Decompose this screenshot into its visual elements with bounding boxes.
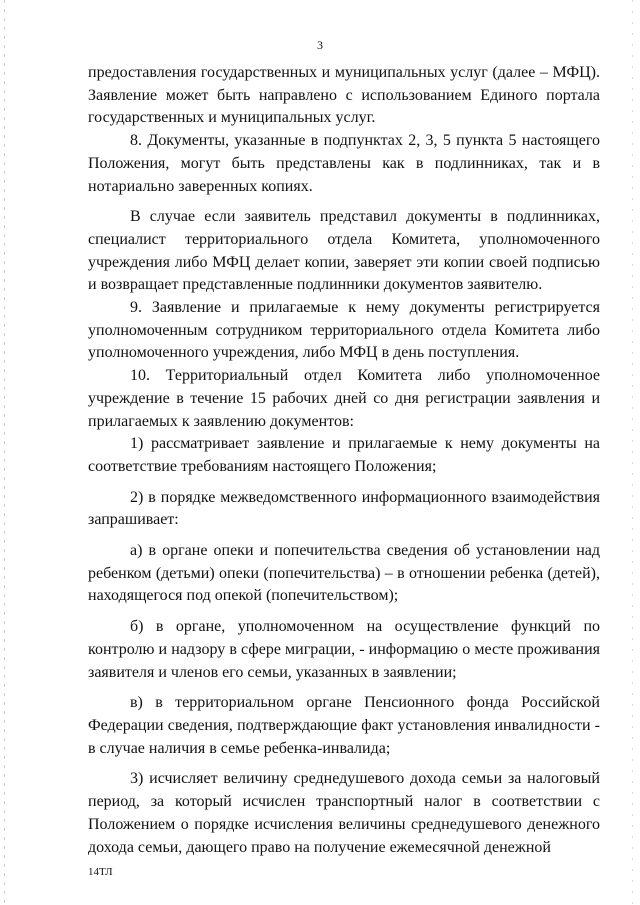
paragraph-subitem-2v: в) в территориальном органе Пенсионного фонда Российской Федерации сведения, подтверждающие факт установления инвалидности - в случае наличия в семье ребенка-инвалида;: [88, 694, 600, 757]
paragraph-item-10: 10. Территориальный отдел Комитета либо уполномоченное учреждение в течение 15 рабочих дней со дня регистрации заявления и прилагаемых к заявлению документов:: [88, 367, 600, 430]
page-number: 3: [317, 38, 323, 52]
document-body: [88, 62, 600, 859]
paragraph-mfc-continuation: предоставления государственных и муниципальных услуг (далее – МФЦ). Заявление может быть направлено с использованием Единого портала государственных и муниципальных услуг.: [88, 64, 600, 127]
paragraph-originals-copies: В случае если заявитель представил документы в подлинниках, специалист территориального отдела Комитета, уполномоченного учреждения либо МФЦ делает копии, заверяет эти копии своей подписью и возвращает представленные подлинники документов заявителю.: [88, 208, 600, 294]
footer-code: 14ТЛ: [88, 866, 113, 878]
paragraph-item-9: 9. Заявление и прилагаемые к нему документы регистрируется уполномоченным сотрудником территориального отдела Комитета либо уполномоченного учреждения, либо МФЦ в день поступления.: [88, 299, 600, 362]
scan-edge-left: [4, 0, 5, 905]
paragraph-item-8: 8. Документы, указанные в подпунктах 2, 3, 5 пункта 5 настоящего Положения, могут быть представлены как в подлинниках, так и в нотариально заверенных копиях.: [88, 132, 600, 195]
paragraph-subitem-2b: б) в органе, уполномоченном на осуществление функций по контролю и надзору в сфере миграции, - информацию о месте проживания заявителя и членов его семьи, указанных в заявлении;: [88, 618, 600, 681]
scan-edge-right: [632, 0, 633, 905]
paragraph-subitem-3: 3) исчисляет величину среднедушевого дохода семьи за налоговый период, за который исчислен транспортный налог в соответствии с Положением о порядке исчисления величины среднедушевого денежного дохода семьи, дающего право на получение ежемесячной денежной: [88, 770, 600, 856]
paragraph-subitem-2: 2) в порядке межведомственного информационного взаимодействия запрашивает:: [88, 488, 600, 529]
paragraph-subitem-2a: а) в органе опеки и попечительства сведения об установлении над ребенком (детьми) опеки (попечительства) – в отношении ребенка (детей), находящегося под опекой (попечительством);: [88, 542, 600, 605]
paragraph-subitem-1: 1) рассматривает заявление и прилагаемые к нему документы на соответствие требованиям настоящего Положения;: [88, 435, 600, 475]
